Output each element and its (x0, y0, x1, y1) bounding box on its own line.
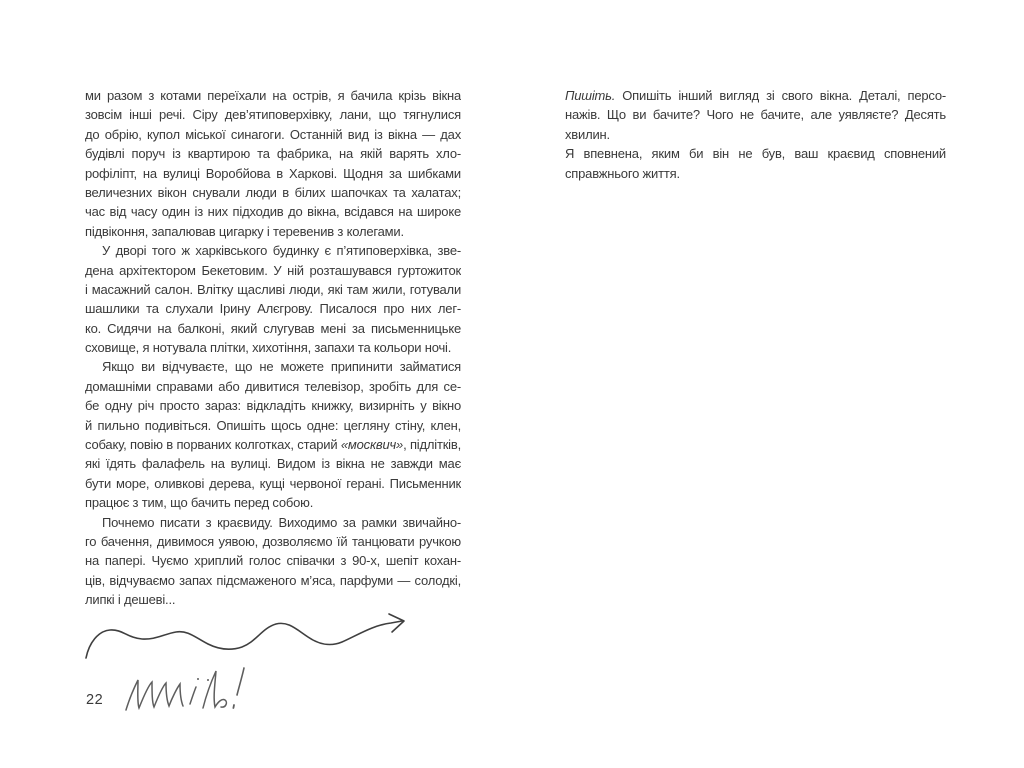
text-line: справжнього життя. (565, 165, 680, 181)
text-line: величезних вікон снували люди в білих шапочках та халатах; (85, 184, 461, 200)
left-page-text (85, 86, 461, 610)
text-line: ми разом з котами переїхали на острів, я бачила крізь вікна (85, 88, 461, 103)
text-line: липкі і дешеві... (85, 592, 176, 608)
text-line: рофіліпт, на вулиці Воробйова в Харкові. Щодня за шибками (85, 165, 461, 181)
handwritten-note-icon (118, 662, 254, 724)
text-line: і масажний салон. Влітку щасливі люди, які там жили, готували (85, 281, 461, 297)
paragraph (85, 241, 461, 357)
text-line: підвіконня, запалював цигарку і теревенив з колегами. (85, 223, 404, 239)
text-line: шашлики та слухали Ірину Алєгрову. Писалося про них лег- (85, 301, 461, 317)
paragraph (565, 86, 946, 144)
text-line: які їдять фалафель на вулиці. Видом із вікна не завжди має (85, 456, 461, 472)
text-line: Якщо ви відчуваєте, що не можете припинити займатися (102, 359, 461, 375)
text-line: час від часу один із них підходив до вікна, всідався на широке (85, 204, 461, 220)
text-line: ко. Сидячи на балконі, який слугував мені за письменницьке (85, 320, 461, 336)
text-line: бути море, оливкові дерева, кущі червоної герані. Письменник (85, 475, 461, 491)
page-number: 22 (86, 692, 104, 708)
text-line: зовсім інші речі. Сіру дев’ятиповерхівку, лани, що тягнулися (85, 107, 461, 123)
text-line: сховище, я нотувала плітки, хихотіння, запахи та кольори ночі. (85, 340, 452, 356)
text-line: й пильно подивіться. Опишіть щось одне: цегляну стіну, клен, (85, 417, 461, 433)
wavy-arrow-icon (83, 612, 413, 664)
text-line: на папері. Чуємо хриплий голос співачки з 90-х, шепіт кохан- (85, 553, 461, 569)
text-line: Пишіть. Опишіть інший вигляд зі свого вікна. Деталі, персо- (565, 88, 946, 103)
right-page-text (565, 86, 946, 183)
text-line: нажів. Що ви бачите? Чого не бачите, але уявляєте? Десять (565, 107, 946, 123)
text-line: дена архітектором Бекетовим. У ній розташувався гуртожиток (85, 262, 461, 278)
text-line: У дворі того ж харківського будинку є п’ятиповерхівка, зве- (102, 243, 461, 259)
text-line: го бачення, дивимося уявою, дозволяємо їй танцювати ручкою (85, 533, 461, 549)
paragraph (565, 144, 946, 183)
text-line: Я впевнена, яким би він не був, ваш краєвид сповнений (565, 146, 946, 162)
paragraph (85, 357, 461, 512)
text-line: будівлі поруч із квартирою та фабрика, на якій варять хло- (85, 146, 461, 162)
text-line: домашніми справами або дивитися телевізор, зробіть для се- (85, 378, 461, 394)
text-line: до обрію, купол міської синагоги. Останній вид із вікна — дах (85, 126, 461, 142)
text-line: собаку, повію в порваних колготках, старий «москвич», підлітків, (85, 437, 461, 453)
paragraph (85, 513, 461, 610)
text-line: хвилин. (565, 126, 610, 142)
text-line: Почнемо писати з краєвиду. Виходимо за рамки звичайно- (102, 514, 461, 530)
text-line: бе одну річ просто зараз: відкладіть книжку, визирніть у вікно (85, 398, 461, 414)
text-line: працює з тим, що бачить перед собою. (85, 495, 314, 511)
text-line: ців, відчуваємо запах підсмаженого м’яса, парфуми — солодкі, (85, 572, 461, 588)
paragraph (85, 86, 461, 241)
